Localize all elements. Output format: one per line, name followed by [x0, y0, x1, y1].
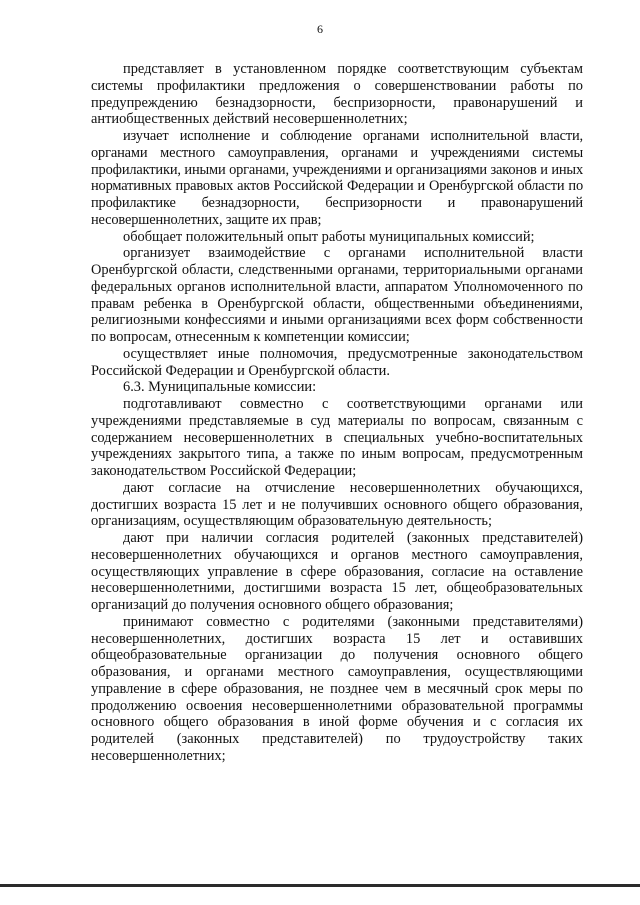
paragraph-organizes-interaction: организует взаимодействие с органами исполнительной власти Оренбургской области, следственными органами, территориальными органами федеральных органов исполнительной власти, аппаратом Уполномоченного по правам ребенка в Оренбургской области, общественными объединениями, религиозными конфессиями и иными организациями всех форм собственности по вопросам, отнесенным к компетенции комиссии;: [91, 245, 583, 345]
section-heading-6-3: 6.3. Муниципальные комиссии:: [123, 379, 317, 396]
paragraph-consent-expulsion: дают согласие на отчисление несовершеннолетних обучающихся, достигших возраста 15 лет и не получивших основного общего образования, организациям, осуществляющим образовательную деятельность;: [91, 479, 583, 530]
document-body: [91, 61, 583, 765]
paragraph-proposals: представляет в установленном порядке соответствующим субъектам системы профилактики предложения о совершенствовании работы по предупреждению безнадзорности, беспризорности, правонарушений и антиобщественных действий несовершеннолетних;: [91, 61, 583, 128]
paragraph-continuing-education: принимают совместно с родителями (законными представителями) несовершеннолетних, достигших возраста 15 лет и оставивших общеобразовательные организации до получения основного общего образования, и органами местного самоуправления, осуществляющими управление в сфере образования, не позднее чем в месячный срок меры по продолжению освоения несовершеннолетними образовательной программы основного общего образования в иной форме обучения и с согласия их родителей (законных представителей) по трудоустройству таких несовершеннолетних;: [91, 613, 583, 764]
paragraph-prepare-court-materials: подготавливают совместно с соответствующими органами или учреждениями представляемые в суд материалы по вопросам, связанным с содержанием несовершеннолетних в специальных учебно-воспитательных учреждениях закрытого типа, а также по иным вопросам, предусмотренным законодательством Российской Федерации;: [91, 396, 583, 479]
paragraph-other-powers: осуществляет иные полномочия, предусмотренные законодательством Российской Федерации и Оренбургской области.: [91, 345, 583, 379]
paragraph-studies-compliance: изучает исполнение и соблюдение органами исполнительной власти, органами местного самоуправления, органами и учреждениями системы профилактики, иными органами, учреждениями и организациями законов и иных нормативных правовых актов Российской Федерации и Оренбургской области по профилактике безнадзорности, беспризорности и правонарушений несовершеннолетних, защите их прав;: [91, 128, 583, 228]
paragraph-consent-leaving-school: дают при наличии согласия родителей (законных представителей) несовершеннолетних обучающихся и органов местного самоуправления, осуществляющих управление в сфере образования, согласие на оставление несовершеннолетними, достигшими возраста 15 лет, общеобразовательных организаций до получения основного общего образования;: [91, 530, 583, 613]
page-number: 6: [317, 22, 323, 36]
bottom-rule: [0, 884, 640, 887]
paragraph-generalizes-experience: обобщает положительный опыт работы муниципальных комиссий;: [123, 228, 535, 245]
